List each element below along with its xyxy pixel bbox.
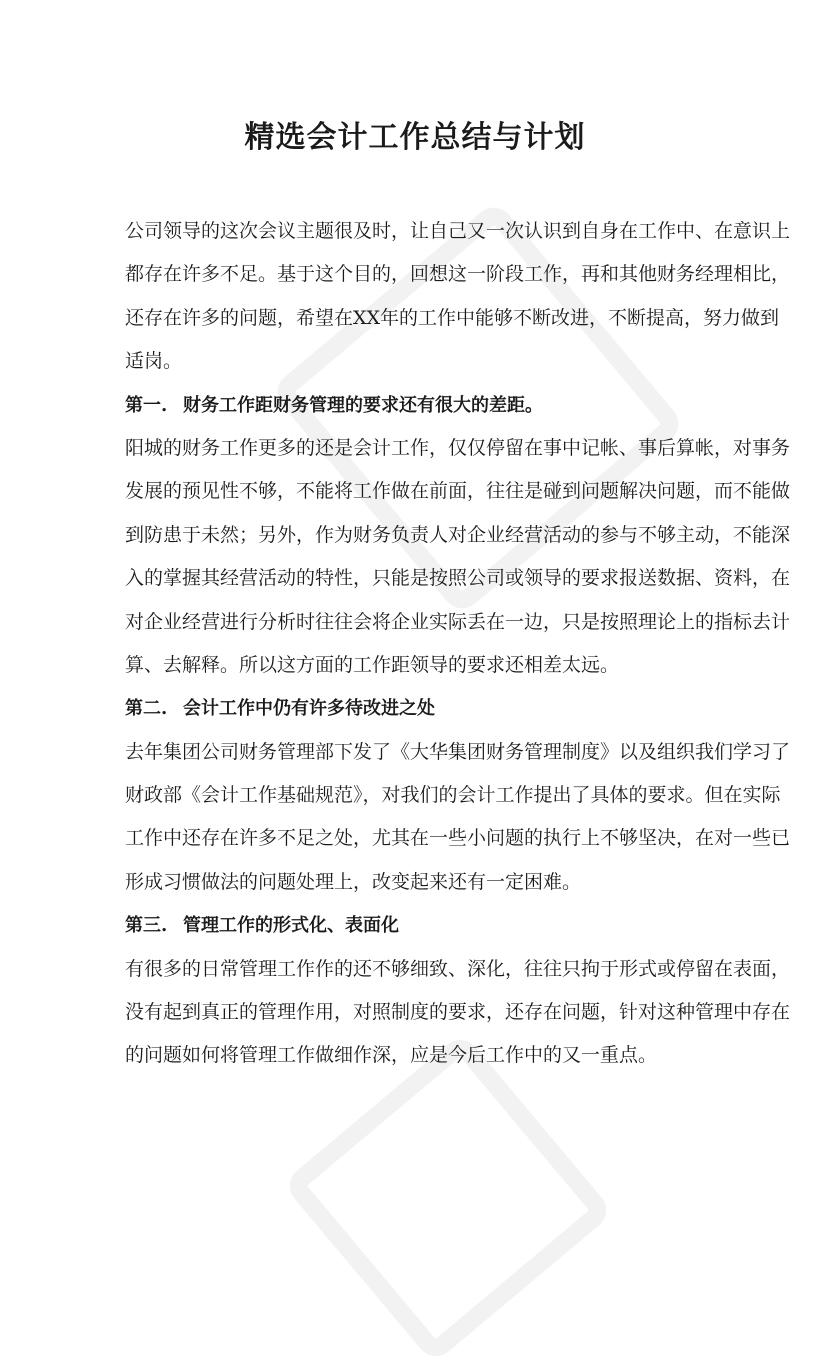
paragraph-line: 入的掌握其经营活动的特性，只能是按照公司或领导的要求报送数据、资料，在 bbox=[125, 567, 791, 590]
watermark bbox=[282, 1032, 614, 1364]
paragraph-line: 形成习惯做法的问题处理上，改变起来还有一定困难。 bbox=[125, 870, 582, 893]
paragraph bbox=[125, 210, 791, 384]
paragraph-line: 的问题如何将管理工作做细作深，应是今后工作中的又一重点。 bbox=[125, 1044, 658, 1067]
section-number: 第三. bbox=[125, 915, 168, 937]
paragraph-line: 去年集团公司财务管理部下发了《大华集团财务管理制度》以及组织我们学习了 bbox=[125, 740, 791, 763]
paragraph-line: 算、去解释。所以这方面的工作距领导的要求还相差太远。 bbox=[125, 653, 620, 676]
paragraph-line: 都存在许多不足。基于这个目的，回想这一阶段工作，再和其他财务经理相比， bbox=[125, 263, 791, 286]
paragraph bbox=[125, 731, 791, 905]
section-number: 第一. bbox=[125, 394, 168, 416]
paragraph-line: 对企业经营进行分析时往往会将企业实际丢在一边，只是按照理论上的指标去计 bbox=[125, 610, 791, 633]
section-number: 第二. bbox=[125, 698, 168, 720]
paragraph-line: 到防患于未然；另外，作为财务负责人对企业经营活动的参与不够主动，不能深 bbox=[125, 523, 791, 546]
paragraph-line: 财政部《会计工作基础规范》，对我们的会计工作提出了具体的要求。但在实际 bbox=[125, 784, 781, 807]
document-title: 精选会计工作总结与计划 bbox=[244, 120, 586, 155]
section-heading bbox=[125, 687, 713, 730]
paragraph bbox=[125, 427, 791, 687]
section-heading bbox=[125, 904, 713, 947]
document-body bbox=[125, 210, 791, 1078]
section-heading-text: 会计工作中仍有许多待改进之处 bbox=[183, 698, 435, 720]
section-heading-text: 财务工作距财务管理的要求还有很大的差距。 bbox=[183, 394, 543, 416]
paragraph-line: 工作中还存在许多不足之处，尤其在一些小问题的执行上不够坚决，在对一些已 bbox=[125, 827, 791, 850]
section-heading bbox=[125, 384, 713, 427]
paragraph-line: 阳城的财务工作更多的还是会计工作，仅仅停留在事中记帐、事后算帐，对事务 bbox=[125, 436, 791, 459]
paragraph bbox=[125, 948, 791, 1078]
paragraph-line: 还存在许多的问题，希望在XX年的工作中能够不断改进，不断提高，努力做到 bbox=[125, 306, 780, 329]
paragraph-line: 发展的预见性不够，不能将工作做在前面，往往是碰到问题解决问题，而不能做 bbox=[125, 480, 791, 503]
paragraph-line: 没有起到真正的管理作用，对照制度的要求，还存在问题，针对这种管理中存在 bbox=[125, 1001, 791, 1024]
paragraph-line: 有很多的日常管理工作作的还不够细致、深化，往往只拘于形式或停留在表面， bbox=[125, 957, 791, 980]
paragraph-line: 公司领导的这次会议主题很及时，让自己又一次认识到自身在工作中、在意识上 bbox=[125, 220, 791, 242]
section-heading-text: 管理工作的形式化、表面化 bbox=[183, 915, 399, 937]
paragraph-line: 适岗。 bbox=[125, 350, 183, 373]
